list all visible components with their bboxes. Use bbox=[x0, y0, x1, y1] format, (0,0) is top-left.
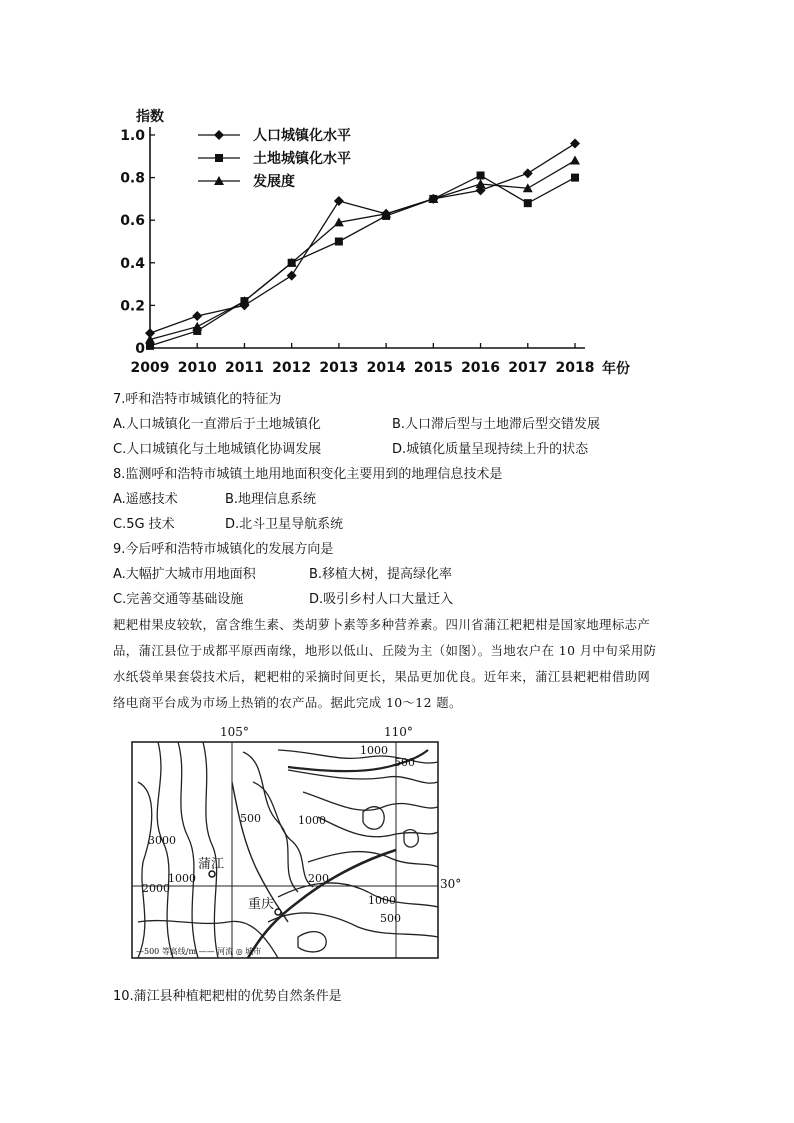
chart-svg bbox=[110, 100, 662, 385]
data-point-s1-3 bbox=[287, 271, 297, 281]
y-tick-label: 0.8 bbox=[120, 170, 145, 187]
x-tick-label: 2016 bbox=[461, 360, 501, 376]
x-tick-label: 2014 bbox=[366, 360, 406, 376]
contour-label: 500 bbox=[240, 812, 261, 825]
contour-line bbox=[138, 782, 152, 958]
y-tick-label: 0.2 bbox=[120, 298, 145, 315]
data-point-s1-4 bbox=[334, 196, 344, 206]
longitude-label-110: 110° bbox=[384, 725, 413, 739]
question-8-option-b[interactable]: B.地理信息系统 bbox=[225, 492, 317, 507]
contour-label: 1000 bbox=[368, 894, 396, 907]
question-7-option-c[interactable]: C.人口城镇化与土地城镇化协调发展 bbox=[113, 442, 322, 457]
x-tick-label: 2013 bbox=[319, 360, 359, 376]
x-tick-label: 2010 bbox=[177, 360, 217, 376]
contour-label: 500 bbox=[394, 756, 415, 769]
question-8-option-d[interactable]: D.北斗卫星导航系统 bbox=[225, 517, 344, 532]
question-10-stem: 10.蒲江县种植耙耙柑的优势自然条件是 bbox=[113, 989, 342, 1004]
question-9-option-d[interactable]: D.吸引乡村人口大量迁入 bbox=[309, 592, 454, 607]
contour-label: 3000 bbox=[148, 834, 176, 847]
chart-xlabel: 年份 bbox=[602, 361, 630, 377]
legend-marker-1 bbox=[214, 130, 224, 140]
question-9-option-c[interactable]: C.完善交通等基础设施 bbox=[113, 592, 244, 607]
question-8-stem: 8.监测呼和浩特市城镇土地用地面积变化主要用到的地理信息技术是 bbox=[113, 467, 503, 482]
data-point-s3-7 bbox=[476, 179, 486, 188]
legend-label-2: 土地城镇化水平 bbox=[253, 151, 351, 167]
data-point-s1-8 bbox=[523, 168, 533, 178]
passage-line-1: 耙耙柑果皮较软，富含维生素、类胡萝卜素等多种营养素。四川省蒲江耙耙柑是国家地理标志产 bbox=[113, 617, 651, 632]
legend-label-1: 人口城镇化水平 bbox=[253, 128, 351, 144]
passage-line-2: 品，蒲江县位于成都平原西南缘，地形以低山、丘陵为主（如图）。当地农户在 10 月中旬采用防 bbox=[113, 643, 657, 658]
contour-label: 200 bbox=[308, 872, 329, 885]
topographic-map bbox=[128, 722, 462, 962]
map-svg bbox=[128, 722, 462, 962]
y-tick-label: 0 bbox=[135, 341, 145, 357]
data-point-s3-1 bbox=[192, 322, 202, 331]
data-point-s2-9 bbox=[571, 174, 579, 182]
question-9-option-b[interactable]: B.移植大树，提高绿化率 bbox=[309, 567, 453, 582]
series-line-2 bbox=[150, 175, 575, 345]
x-tick-label: 2018 bbox=[555, 360, 595, 376]
contour-label: 1000 bbox=[360, 744, 388, 757]
contour-line bbox=[298, 932, 326, 952]
question-8-option-c[interactable]: C.5G 技术 bbox=[113, 517, 175, 532]
question-7-stem: 7.呼和浩特市城镇化的特征为 bbox=[113, 392, 282, 407]
y-tick-label: 1.0 bbox=[120, 128, 145, 144]
series-line-1 bbox=[150, 144, 575, 334]
contour-line bbox=[278, 883, 438, 907]
contour-line bbox=[203, 742, 218, 958]
question-7-option-a[interactable]: A.人口城镇化一直滞后于土地城镇化 bbox=[113, 417, 321, 432]
question-7-option-d[interactable]: D.城镇化质量呈现持续上升的状态 bbox=[392, 442, 589, 457]
contour-label: 2000 bbox=[142, 882, 170, 895]
x-tick-label: 2015 bbox=[413, 360, 453, 376]
legend-marker-2 bbox=[215, 154, 223, 162]
x-tick-label: 2009 bbox=[130, 360, 170, 376]
data-point-s2-8 bbox=[524, 199, 532, 207]
legend-label-3: 发展度 bbox=[253, 174, 295, 190]
chart-ylabel: 指数 bbox=[136, 109, 164, 125]
place-label-pujiang: 蒲江 bbox=[198, 857, 225, 872]
place-label-chongqing: 重庆 bbox=[248, 897, 275, 912]
data-point-s1-9 bbox=[570, 139, 580, 149]
passage-line-3: 水纸袋单果套袋技术后，耙耙柑的采摘时间更长，果品更加优良。近年来，蒲江县耙耙柑借助网 bbox=[113, 669, 651, 684]
y-tick-label: 0.6 bbox=[120, 213, 145, 230]
data-point-s1-1 bbox=[192, 311, 202, 321]
contour-label: 1000 bbox=[168, 872, 196, 885]
contour-line bbox=[253, 782, 313, 887]
contour-line bbox=[157, 742, 173, 958]
contour-label: 500 bbox=[380, 912, 401, 925]
map-legend: —500 等高线/m —— 河流 ◎ 城市 bbox=[136, 947, 262, 956]
latitude-label-30: 30° bbox=[440, 877, 462, 891]
contour-line bbox=[178, 742, 198, 958]
data-point-s3-9 bbox=[570, 156, 580, 165]
contour-line bbox=[318, 817, 438, 837]
longitude-label-105: 105° bbox=[220, 725, 249, 739]
question-9-option-a[interactable]: A.大幅扩大城市用地面积 bbox=[113, 567, 256, 582]
question-8-option-a[interactable]: A.遥感技术 bbox=[113, 492, 178, 507]
x-tick-label: 2011 bbox=[224, 360, 264, 376]
contour-line bbox=[268, 913, 438, 937]
urbanization-chart bbox=[110, 100, 662, 385]
passage bbox=[113, 612, 683, 716]
question-7-option-b[interactable]: B.人口滞后型与土地滞后型交错发展 bbox=[392, 417, 601, 432]
data-point-s2-7 bbox=[477, 171, 485, 179]
y-tick-label: 0.4 bbox=[120, 255, 145, 272]
city-icon bbox=[275, 909, 281, 915]
question-9-stem: 9.今后呼和浩特市城镇化的发展方向是 bbox=[113, 542, 334, 557]
data-point-s2-4 bbox=[335, 238, 343, 246]
contour-line bbox=[288, 770, 438, 783]
x-tick-label: 2017 bbox=[508, 360, 548, 376]
contour-label: 1000 bbox=[298, 814, 326, 827]
passage-line-4: 络电商平台成为市场上热销的农产品。据此完成 10～12 题。 bbox=[113, 695, 462, 710]
x-tick-label: 2012 bbox=[272, 360, 312, 376]
